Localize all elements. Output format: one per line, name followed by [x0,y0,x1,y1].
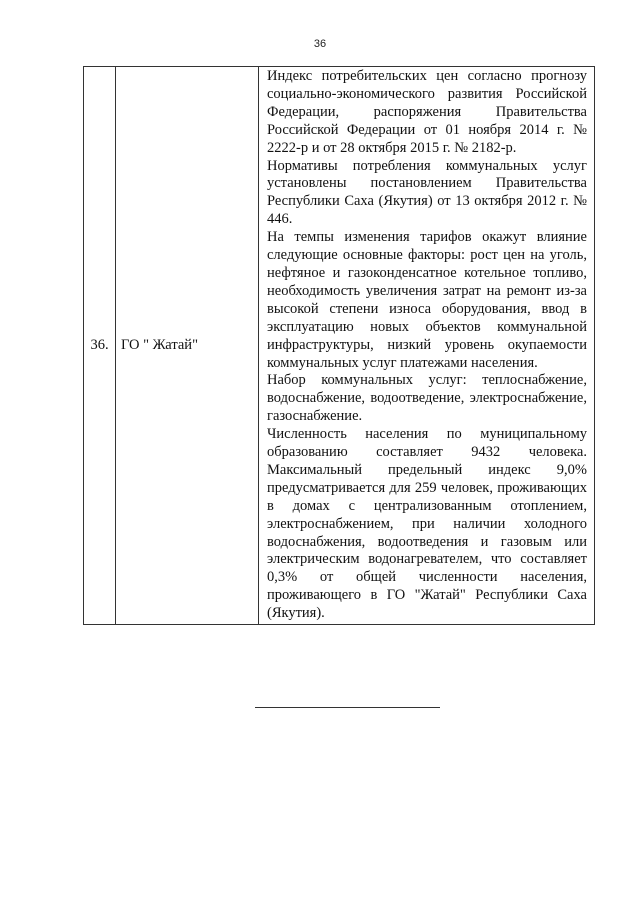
paragraph-cpi-basis: Индекс потребительских цен согласно прогнозу социально-экономического развития Российской Федерации, распоряжения Правительства Российской Федерации от 01 ноября 2014 г. № 2222-р и от 28 октября 2015 г. № 2182-р. [267,68,587,156]
row-number: 36. [84,67,116,625]
paragraph-population: Численность населения по муниципальному образованию составляет 9432 человека. Максимальный предельный индекс 9,0% предусматривается для 259 человек, проживающих в домах с централизованным отоплением, электроснабжением, при наличии холодного водоснабжения, водоотведения и газовым или электрическим водонагревателем, что составляет 0,3% от общей численности населения, проживающего в ГО "Жатай" Республики Саха (Якутия). [267,426,587,622]
description-cell [259,67,595,625]
tariff-table [83,66,595,625]
municipality-name: ГО " Жатай" [116,67,259,625]
paragraph-utility-set: Набор коммунальных услуг: теплоснабжение, водоснабжение, водоотведение, электроснабжение, газоснабжение. [267,372,587,425]
separator-line [255,707,440,708]
paragraph-consumption-norms: Нормативы потребления коммунальных услуг установлены постановлением Правительства Республики Саха (Якутия) от 13 октября 2012 г. № 446. [267,157,587,228]
paragraph-tariff-factors: На темпы изменения тарифов окажут влияние следующие основные факторы: рост цен на уголь, нефтяное и газоконденсатное котельное топливо, необходимость увеличения затрат на ремонт из-за высокой степени износа оборудования, ввод в эксплуатацию новых объектов коммунальной инфраструктуры, низкий уровень окупаемости коммунальных услуг платежами населения. [267,229,587,371]
table-row [84,67,595,625]
page-number: 36 [313,38,327,50]
